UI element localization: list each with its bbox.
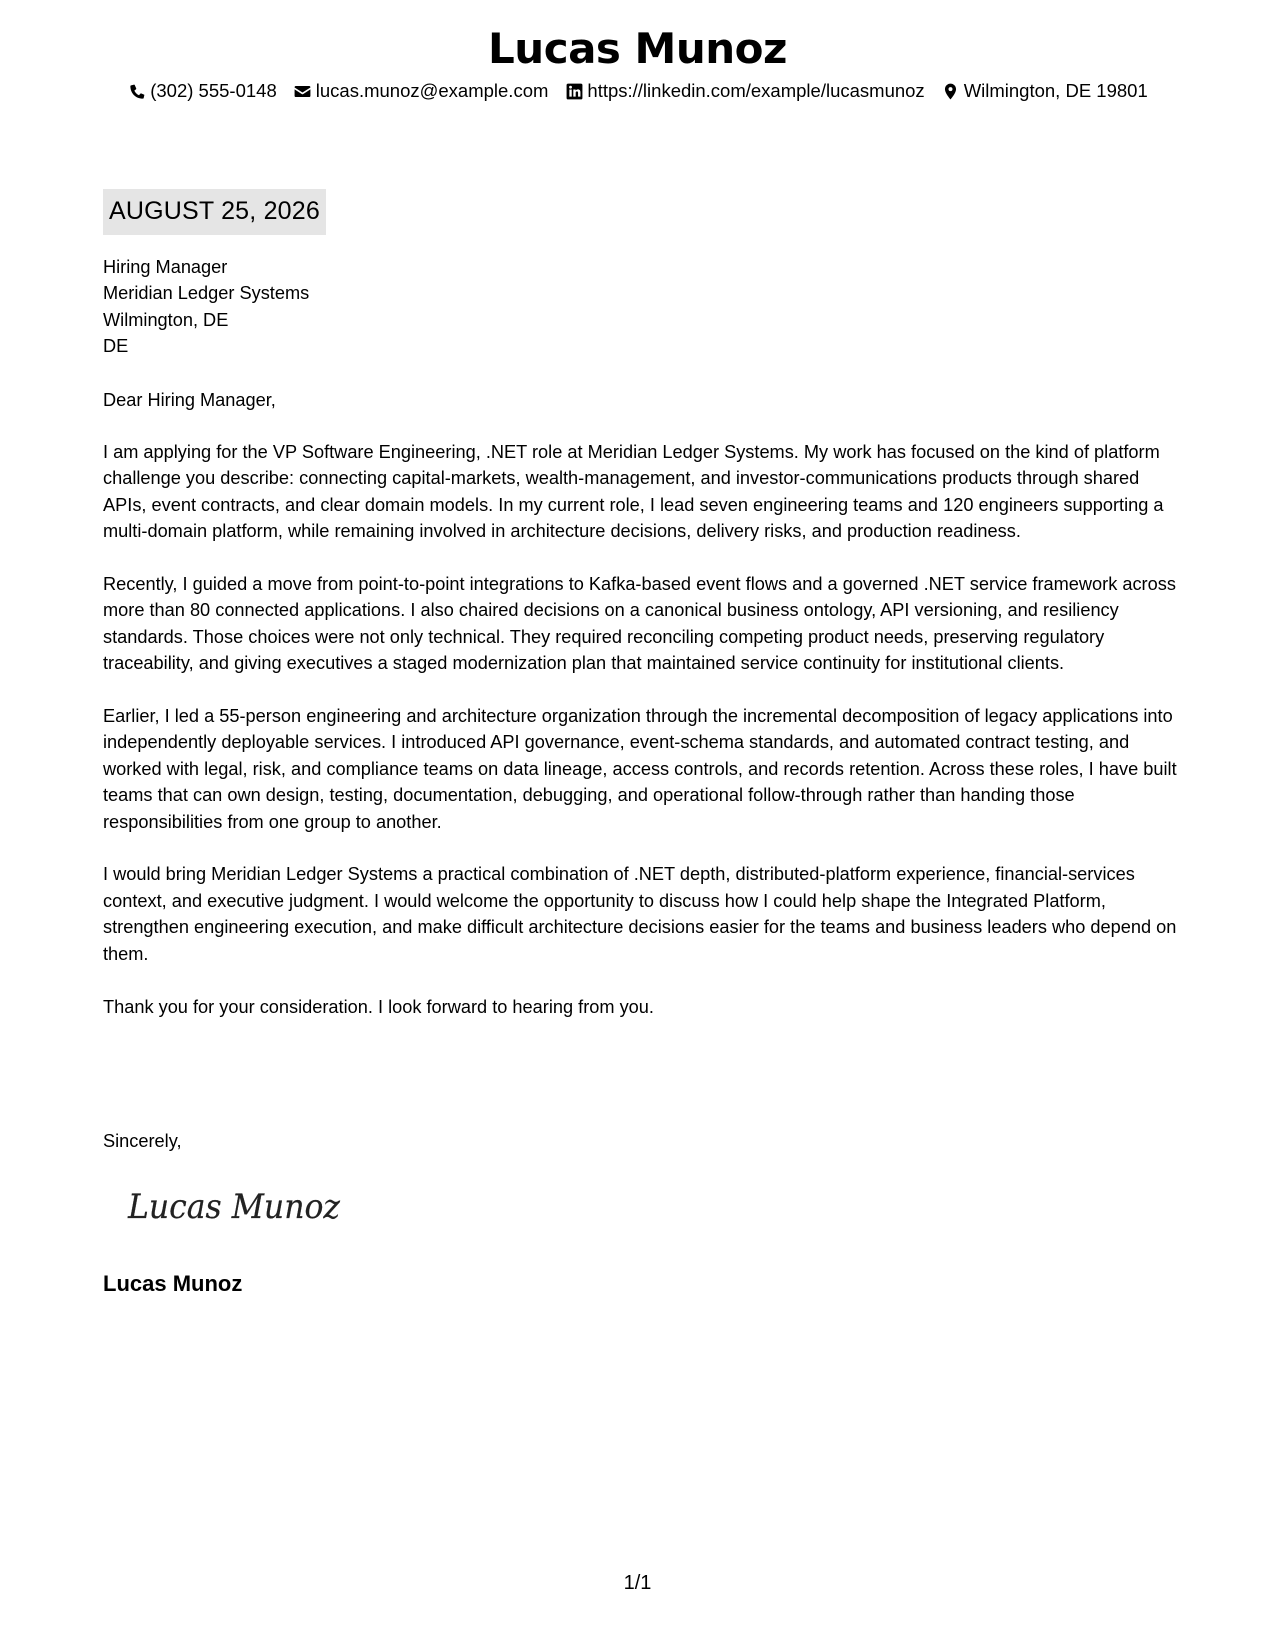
recipient-company: Meridian Ledger Systems: [103, 283, 310, 304]
body-paragraph: I am applying for the VP Software Engineering, .NET role at Meridian Ledger Systems. My work has focused on the kind of platform challenge you describe: connecting capital-markets, wealth-management, and investor-communications products through shared APIs, event contracts, and clear domain models. In my current role, I lead seven engineering teams and 120 engineers supporting a multi-domain platform, while remaining involved in architecture decisions, delivery risks, and production readiness.: [103, 442, 1164, 542]
body-paragraph: Thank you for your consideration. I look forward to hearing from you.: [103, 996, 654, 1017]
contact-info-row: [0, 79, 1275, 103]
handwritten-signature: [126, 1178, 346, 1238]
recipient-city: Wilmington, DE: [103, 309, 229, 330]
signed-name: Lucas Munoz: [103, 1271, 243, 1296]
linkedin-icon: [564, 81, 584, 101]
email-link[interactable]: lucas.munoz@example.com: [315, 80, 549, 101]
body-paragraph: Recently, I guided a move from point-to-point integrations to Kafka-based event flows and a governed .NET service framework across more than 80 connected applications. I also chaired decisions on a canonical business ontology, API versioning, and resiliency standards. Those choices were not only technical. They required reconciling competing product needs, preserving regulatory traceability, and giving executives a staged modernization plan that maintained service continuity for institutional clients.: [103, 574, 1176, 674]
contact-phone: [127, 79, 277, 103]
linkedin-link[interactable]: https://linkedin.com/example/lucasmunoz: [587, 80, 925, 101]
map-marker-icon: [941, 81, 961, 101]
contact-linkedin[interactable]: [564, 79, 924, 103]
envelope-icon: [293, 81, 313, 101]
contact-email[interactable]: [293, 79, 549, 103]
recipient-title: Hiring Manager: [103, 257, 228, 277]
closing-line: Sincerely,: [103, 1131, 182, 1151]
body-paragraph: Earlier, I led a 55-person engineering and architecture organization through the incremental decomposition of legacy applications into independently deployable services. I introduced API governance, event-schema standards, and automated contract testing, and worked with legal, risk, and compliance teams on data lineage, access controls, and records retention. Across these roles, I have built teams that can own design, testing, documentation, debugging, and operational follow-through rather than handing those responsibilities from one group to another.: [103, 706, 1177, 832]
salutation: Dear Hiring Manager,: [103, 389, 276, 410]
contact-location: [941, 79, 1148, 103]
letter-body: [103, 254, 1183, 1046]
location-text: Wilmington, DE 19801: [963, 80, 1148, 101]
body-paragraph: I would bring Meridian Ledger Systems a practical combination of .NET depth, distributed-platform experience, financial-services context, and executive judgment. I would welcome the opportunity to discuss how I could help shape the Integrated Platform, strengthen engineering execution, and make difficult architecture decisions easier for the teams and business leaders who depend on them.: [103, 864, 1177, 964]
recipient-address: [103, 254, 1183, 360]
page-number: 1/1: [623, 1572, 652, 1594]
phone-text: (302) 555-0148: [150, 80, 277, 101]
phone-icon: [127, 81, 147, 101]
signature-script: Lucas Munoz: [127, 1187, 341, 1227]
recipient-state: DE: [103, 336, 129, 357]
letter-date: AUGUST 25, 2026: [103, 189, 326, 235]
applicant-name-heading: Lucas Munoz: [488, 24, 787, 73]
